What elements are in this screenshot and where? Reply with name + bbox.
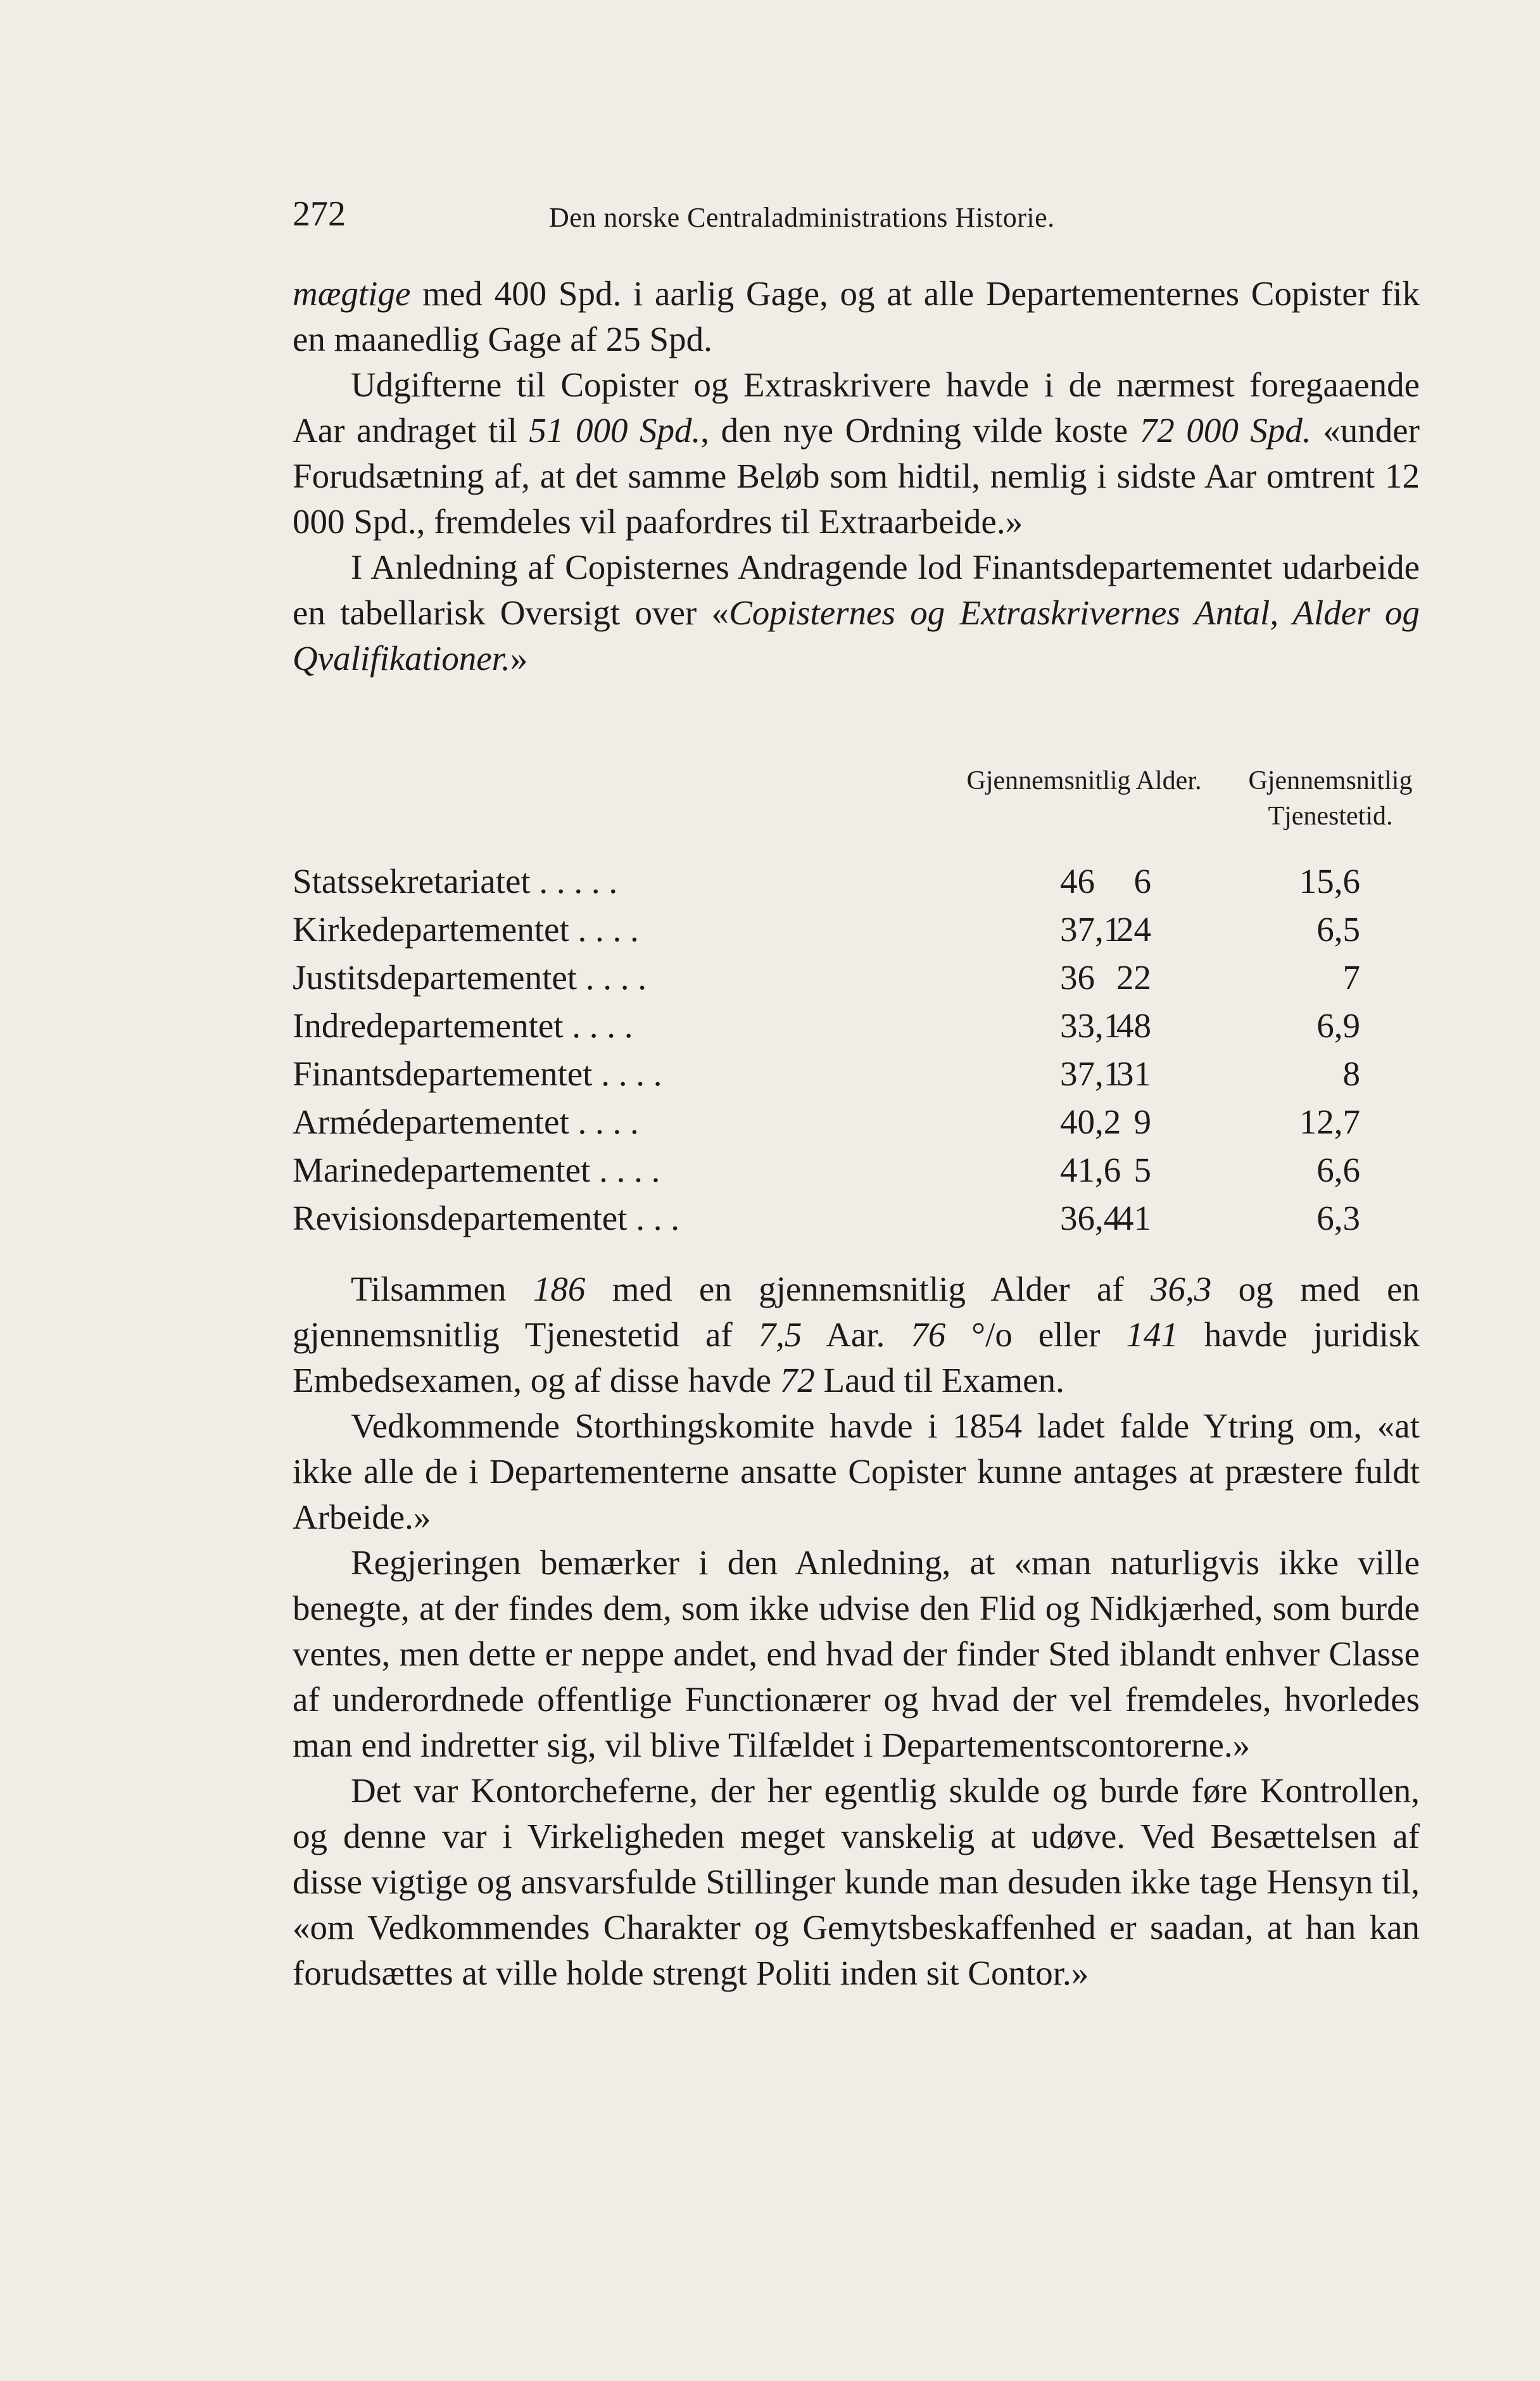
average-age: 41,6 [1060, 1151, 1121, 1189]
italic-number: 72 [779, 1361, 815, 1399]
paragraph-text: °/o eller [945, 1315, 1127, 1354]
table-row [293, 1102, 1420, 1150]
paragraph-text: havde juridisk Embedsexamen, og af disse havde [293, 1315, 1420, 1399]
paragraph-text: Aar. [802, 1315, 911, 1354]
running-title: Den norske Centraladministrations Historie. [549, 202, 1055, 233]
table-row [293, 1006, 1420, 1054]
paragraph-3 [293, 545, 1420, 681]
paragraph-text: , den nye Ordning vilde koste [700, 411, 1140, 450]
average-service: 6,9 [1316, 1006, 1360, 1045]
copist-count: 41 [1116, 1199, 1151, 1237]
page-number: 272 [293, 194, 346, 234]
department-name: Indredepartementet . . . . [293, 1006, 633, 1045]
paragraph-1 [293, 271, 1420, 362]
paragraph-7: Det var Kontorcheferne, der her egentlig skulde og burde føre Kontrollen, og denne var i Virkeligheden meget vanskelig at udøve. Ved Besættelsen af disse vigtige og ansvarsfulde Stillinger kunde man desuden ikke tage Hensyn til, «om Vedkommendes Charakter og Gemytsbeskaffenhed er saadan, at han kan forudsættes at ville holde strengt Politi inden sit Contor.» [293, 1771, 1420, 1992]
average-service: 6,3 [1316, 1199, 1360, 1237]
column-header-service: Gjennemsnitlig Tjenestetid. [1248, 766, 1413, 831]
department-name: Armédepartementet . . . . [293, 1102, 639, 1141]
department-name: Kirkedepartementet . . . . [293, 910, 639, 949]
table-row [293, 1054, 1420, 1102]
italic-number: 7,5 [758, 1315, 802, 1354]
paragraph-text: Udgifterne til Copister og Extraskrivere havde i de nærmest foregaaende Aar andraget til [293, 365, 1420, 450]
paragraph-4 [293, 1266, 1420, 1403]
average-service: 12,7 [1299, 1102, 1360, 1141]
copist-count: 9 [1133, 1102, 1151, 1141]
text-lower [293, 1266, 1420, 1996]
average-age: 36 [1060, 958, 1095, 997]
copist-count: 24 [1116, 910, 1151, 949]
department-name: Statssekretariatet . . . . . [293, 862, 618, 900]
average-age: 33,1 [1060, 1006, 1121, 1045]
text-upper [293, 271, 1420, 681]
paragraph-6: Regjeringen bemærker i den Anledning, at «man naturligvis ikke ville benegte, at der findes dem, som ikke udvise den Flid og Nidkjærhed, som burde ventes, men dette er neppe andet, end hvad der finder Sted iblandt enhver Classe af underordnede offentlige Functionærer og hvad der vel fremdeles, hvorledes man end indretter sig, vil blive Tilfældet i Departementscontorerne.» [293, 1543, 1420, 1764]
table-row [293, 1150, 1420, 1198]
paragraph-text: I Anledning af Copisternes Andragende lod Finantsdepartementet udarbeide en tabellarisk Oversigt over « [293, 548, 1420, 632]
copist-count: 31 [1116, 1054, 1151, 1093]
average-service: 7 [1342, 958, 1360, 997]
average-age: 36,4 [1060, 1199, 1121, 1237]
average-age: 46 [1060, 862, 1095, 900]
paragraph-5: Vedkommende Storthingskomite havde i 1854 ladet falde Ytring om, «at ikke alle de i Departementerne ansatte Copister kunne antages at præstere fuldt Arbeide.» [293, 1406, 1420, 1536]
copist-count: 48 [1116, 1006, 1151, 1045]
paragraph-text: med en gjennemsnitlig Alder af [585, 1270, 1151, 1308]
average-service: 6,5 [1316, 910, 1360, 949]
italic-number: 186 [533, 1270, 586, 1308]
table-row [293, 909, 1420, 957]
italic-word: mægtige [293, 274, 411, 313]
paragraph-text: » [510, 639, 528, 678]
copist-count: 22 [1116, 958, 1151, 997]
copist-count: 6 [1133, 862, 1151, 900]
paragraph-text: «under Forudsætning af, at det samme Beløb som hidtil, nemlig i sidste Aar omtrent 12 000 Spd., fremdeles vil paafordres til Extraarbeide.» [293, 411, 1420, 541]
average-service: 8 [1342, 1054, 1360, 1093]
paragraph-2 [293, 362, 1420, 545]
average-service: 6,6 [1316, 1151, 1360, 1189]
department-name: Justitsdepartementet . . . . [293, 958, 647, 997]
italic-amount: 72 000 Spd. [1139, 411, 1311, 450]
column-header-age: Gjennemsnitlig Alder. [966, 766, 1202, 795]
paragraph-text: og med en gjennemsnitlig Tjenestetid af [293, 1270, 1420, 1354]
average-service: 15,6 [1299, 862, 1360, 900]
italic-number: 141 [1126, 1315, 1178, 1354]
average-age: 37,1 [1060, 910, 1121, 949]
table-row [293, 861, 1420, 909]
copist-count: 5 [1133, 1151, 1151, 1189]
department-name: Finantsdepartementet . . . . [293, 1054, 662, 1093]
paragraph-text: med 400 Spd. i aarlig Gage, og at alle Departementernes Copister fik en maanedlig Gage af 25 Spd. [293, 274, 1420, 358]
table-row [293, 957, 1420, 1006]
department-name: Marinedepartementet . . . . [293, 1151, 660, 1189]
average-age: 37,1 [1060, 1054, 1121, 1093]
table-row [293, 1198, 1420, 1246]
italic-title: Copisternes og Extraskrivernes Antal, Alder og Qvalifikationer. [293, 593, 1420, 678]
italic-number: 76 [911, 1315, 946, 1354]
statistics-table [293, 763, 1420, 1237]
paragraph-text: Laud til Examen. [814, 1361, 1064, 1399]
italic-amount: 51 000 Spd. [529, 411, 701, 450]
department-name: Revisionsdepartementet . . . [293, 1199, 679, 1237]
page-header [293, 190, 1420, 247]
paragraph-text: Tilsammen [351, 1270, 533, 1308]
italic-number: 36,3 [1151, 1270, 1212, 1308]
average-age: 40,2 [1060, 1102, 1121, 1141]
